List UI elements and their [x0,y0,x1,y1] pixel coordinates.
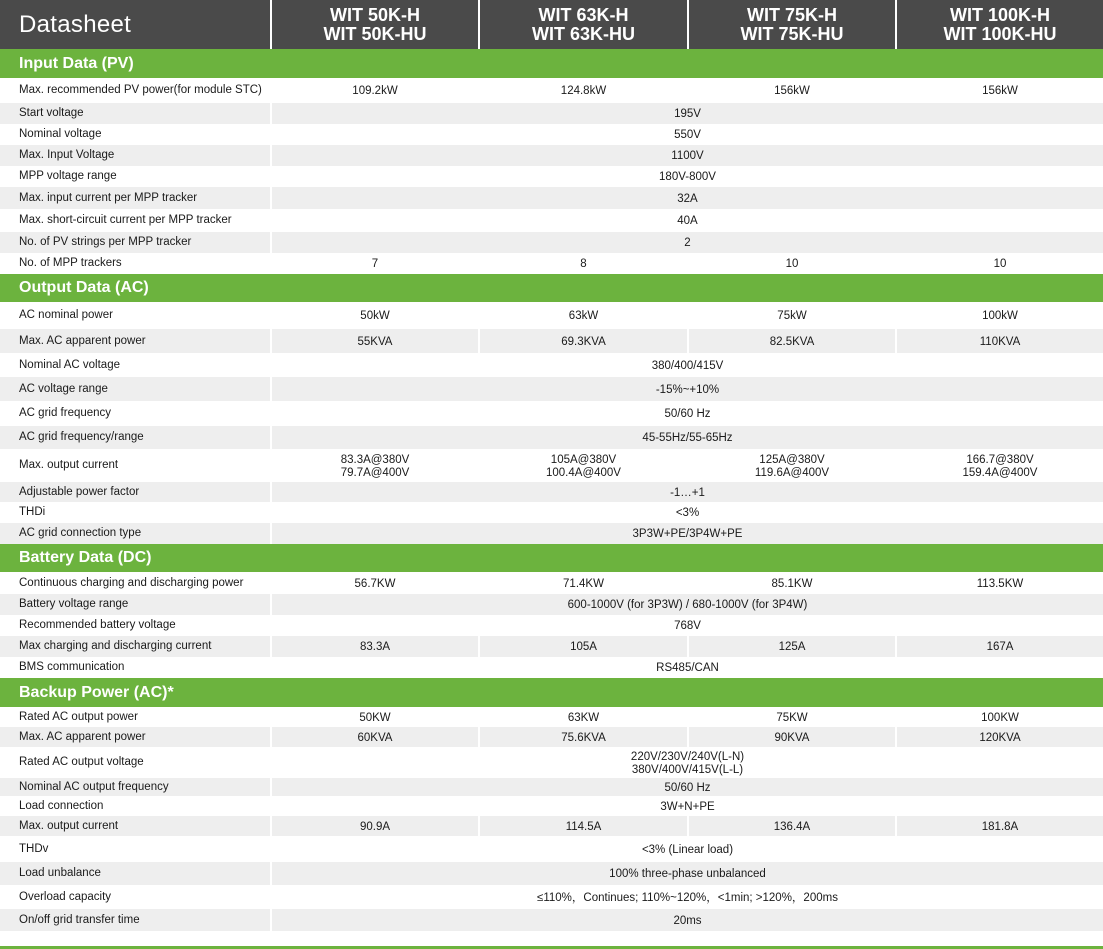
spec-value-line: 125A@380V [759,454,825,466]
spec-value [478,727,687,747]
spec-value [687,707,895,727]
spec-value-line: 166.7@380V [966,454,1034,466]
spec-value-line: 600-1000V (for 3P3W) / 680-1000V (for 3P4W) [567,599,808,612]
spec-row [0,377,1103,401]
spec-value-all-models [270,778,1103,796]
spec-value-all-models [270,862,1103,885]
spec-value-text: 55KVA [357,335,393,348]
spec-value-text: 167A [986,641,1014,654]
spec-label-text: AC grid frequency [19,407,112,420]
spec-row [0,909,1103,931]
spec-row [0,636,1103,657]
spec-label-text: On/off grid transfer time [19,913,140,926]
spec-value [270,727,478,747]
spec-label-text: BMS communication [19,661,125,674]
spec-value-line: -15%~+10% [655,383,720,396]
model-name-variant: WIT 50K-HU [323,23,427,44]
spec-value-text: 50KW [359,711,391,724]
spec-value [687,727,895,747]
spec-value-line: 180V-800V [659,171,716,184]
spec-value-text: 120KVA [979,731,1021,744]
spec-value [270,302,478,329]
spec-value [478,302,687,329]
model-column-header [270,0,478,49]
spec-row [0,836,1103,862]
spec-value [478,572,687,594]
spec-label-text: Nominal AC output frequency [19,780,169,793]
spec-label [0,816,270,836]
spec-value [687,449,895,482]
spec-row [0,615,1103,636]
spec-value [270,78,478,103]
spec-value [270,329,478,353]
spec-label-text: Load unbalance [19,867,101,880]
spec-label-text: Rated AC output power [19,710,138,723]
spec-value-all-models [270,909,1103,931]
spec-value-text: 100KW [981,711,1019,724]
spec-value-line: 83.3A@380V [340,454,410,466]
spec-row [0,727,1103,747]
spec-label-text: Rated AC output voltage [19,756,144,769]
spec-value [270,449,478,482]
model-column-header [478,0,687,49]
spec-value-text: 63kW [568,310,599,323]
spec-value-all-models [270,124,1103,145]
spec-label [0,636,270,657]
spec-value-text: 10 [993,258,1007,271]
spec-label [0,232,270,253]
spec-row [0,353,1103,377]
spec-value-line: 380V/400V/415V(L-L) [631,763,744,776]
model-name: WIT 63K-H [538,4,629,25]
spec-value-line: 220V/230V/240V(L-N) [630,751,745,763]
spec-value-text: 75.6KVA [561,731,606,744]
spec-row [0,502,1103,523]
spec-value-text: 60KVA [357,731,393,744]
model-name: WIT 100K-H [949,4,1050,25]
section-title: Backup Power (AC)* [19,683,174,701]
spec-label [0,209,270,232]
spec-row [0,187,1103,209]
spec-label-text: Recommended battery voltage [19,619,176,632]
spec-value-text: 85.1KW [771,577,813,590]
spec-label-text: Load connection [19,799,104,812]
spec-value [270,707,478,727]
spec-row [0,816,1103,836]
model-column-header [895,0,1103,49]
datasheet-title-text: Datasheet [19,11,132,38]
spec-value-all-models [270,747,1103,778]
spec-value-line: 380/400/415V [651,359,724,372]
spec-row [0,401,1103,426]
spec-label-text: Start voltage [19,107,84,120]
spec-value-line: 159.4A@400V [962,466,1038,479]
spec-value-all-models [270,657,1103,678]
spec-label [0,862,270,885]
spec-label-text: THDi [19,506,46,519]
section-header [0,544,1103,572]
spec-label-text: Max. Input Voltage [19,149,115,162]
spec-label [0,502,270,523]
spec-value [895,572,1103,594]
spec-value-text: 71.4KW [563,577,604,590]
section-header [0,274,1103,302]
spec-value-all-models [270,166,1103,187]
spec-value [687,329,895,353]
model-name: WIT 50K-H [330,4,420,25]
spec-label [0,426,270,449]
spec-value-line: 100% three-phase unbalanced [609,868,766,881]
spec-value-text: 75kW [777,310,807,323]
spec-value-line: 1100V [671,150,704,163]
spec-value-line: 45-55Hz/55-65Hz [642,432,733,445]
spec-value-text: 114.5A [565,820,602,833]
model-name: WIT 75K-H [747,4,837,25]
spec-value [478,253,687,274]
spec-row [0,124,1103,145]
spec-value [895,449,1103,482]
spec-label [0,657,270,678]
spec-row [0,862,1103,885]
spec-row [0,657,1103,678]
spec-row [0,747,1103,778]
spec-label [0,329,270,353]
spec-label-text: Nominal voltage [19,128,102,141]
spec-label-text: Overload capacity [19,890,112,903]
spec-label [0,124,270,145]
spec-row [0,302,1103,329]
spec-value-line: 105A@380V [550,454,617,466]
spec-value-all-models [270,145,1103,166]
spec-value-line: 40A [677,215,698,228]
spec-value-text: 90KVA [774,731,810,744]
spec-value [687,253,895,274]
spec-value-text: 125A [778,641,806,654]
spec-label [0,707,270,727]
spec-value-text: 113.5KW [976,577,1024,590]
spec-value-all-models [270,836,1103,862]
spec-value-text: 110KVA [979,335,1021,348]
spec-value [270,636,478,657]
spec-label [0,401,270,426]
model-column-header [687,0,895,49]
spec-row [0,103,1103,124]
spec-label-text: Max. output current [19,459,119,472]
spec-value-all-models [270,103,1103,124]
spec-value [895,329,1103,353]
spec-value-all-models [270,353,1103,377]
spec-value [895,78,1103,103]
spec-value [895,707,1103,727]
spec-value [687,78,895,103]
spec-value [478,636,687,657]
spec-value-line: 2 [684,237,691,250]
spec-value-line: 50/60 Hz [664,781,711,794]
datasheet-body [0,49,1103,931]
spec-label [0,103,270,124]
spec-label [0,145,270,166]
spec-label [0,885,270,909]
spec-label [0,377,270,401]
spec-value-text: 63KW [567,711,600,724]
spec-value-text: 181.8A [981,820,1019,833]
model-name-variant: WIT 100K-HU [943,23,1057,44]
spec-value-all-models [270,885,1103,909]
spec-row [0,523,1103,544]
spec-value [895,727,1103,747]
spec-label-text: Max charging and discharging current [19,640,212,653]
spec-value-text: 69.3KVA [561,335,606,348]
spec-value-line: <3% (Linear load) [641,843,734,856]
spec-row [0,209,1103,232]
spec-label [0,166,270,187]
spec-label [0,302,270,329]
spec-value-line: 20ms [673,914,702,927]
spec-value-line: 195V [674,108,701,121]
spec-label-text: Continuous charging and discharging power [19,576,244,589]
spec-value [478,78,687,103]
spec-label [0,253,270,274]
spec-value [478,707,687,727]
spec-row [0,253,1103,274]
spec-value [687,572,895,594]
spec-value-all-models [270,232,1103,253]
spec-row [0,329,1103,353]
spec-label-text: MPP voltage range [19,170,117,183]
model-name-variant: WIT 75K-HU [740,23,844,44]
spec-label [0,778,270,796]
spec-label [0,727,270,747]
spec-row [0,232,1103,253]
spec-value [478,329,687,353]
spec-value-text: 83.3A [359,641,391,654]
spec-value-text: 56.7KW [354,577,396,590]
spec-value [478,449,687,482]
spec-label [0,747,270,778]
spec-label [0,909,270,931]
model-name-variant: WIT 63K-HU [532,23,635,44]
spec-label [0,615,270,636]
spec-value-text: 105A [570,641,597,654]
spec-value-line: 550V [674,129,701,142]
spec-value-all-models [270,796,1103,816]
spec-label-text: AC grid connection type [19,527,142,540]
spec-label-text: Max. short-circuit current per MPP tracker [19,214,232,227]
spec-value-all-models [270,615,1103,636]
spec-value-line: 100.4A@400V [546,466,621,479]
spec-value [895,636,1103,657]
spec-value [687,302,895,329]
spec-value-all-models [270,209,1103,232]
spec-value-all-models [270,594,1103,615]
section-header [0,678,1103,707]
spec-value-text: 100kW [982,310,1018,323]
spec-value-text: 75KW [776,711,808,724]
spec-value-text: 156kW [982,85,1018,98]
spec-value-text: 50kW [360,310,390,323]
spec-value [270,572,478,594]
spec-label-text: AC nominal power [19,309,113,322]
spec-value-all-models [270,377,1103,401]
spec-row [0,707,1103,727]
spec-value-text: 124.8kW [560,85,607,98]
spec-row [0,594,1103,615]
spec-value-line: ≤110%，Continues; 110%~120%，<1min; >120%，200ms [537,891,838,904]
spec-row [0,885,1103,909]
spec-row [0,166,1103,187]
section-title: Input Data (PV) [19,54,134,72]
spec-value-line: RS485/CAN [656,662,719,675]
spec-value-line: 50/60 Hz [664,408,711,421]
spec-value-text: 90.9A [359,820,391,833]
spec-row [0,796,1103,816]
spec-value [687,636,895,657]
spec-label-text: Max. recommended PV power(for module STC) [19,84,262,97]
spec-value-all-models [270,401,1103,426]
spec-value-text: 109.2kW [352,85,398,98]
spec-value-text: 7 [371,258,379,271]
spec-value-all-models [270,426,1103,449]
spec-row [0,449,1103,482]
spec-label [0,187,270,209]
spec-value-line: -1…+1 [670,486,705,499]
spec-value-text: 8 [580,258,587,271]
spec-value-text: 82.5KVA [769,335,815,348]
spec-label-text: Max. input current per MPP tracker [19,191,198,204]
datasheet-title [0,0,270,49]
spec-row [0,426,1103,449]
spec-value-all-models [270,482,1103,502]
spec-label [0,449,270,482]
spec-value-line: <3% [675,507,700,520]
spec-value-text: 10 [785,258,799,271]
spec-row [0,145,1103,166]
spec-label-text: AC voltage range [19,382,108,395]
spec-value [895,816,1103,836]
spec-value-line: 768V [674,620,701,633]
spec-label [0,482,270,502]
spec-value-all-models [270,187,1103,209]
spec-label-text: Nominal AC voltage [19,358,120,371]
spec-value [270,816,478,836]
spec-label [0,594,270,615]
spec-value-text: 136.4A [773,820,811,833]
spec-value [270,253,478,274]
spec-label-text: Max. AC apparent power [19,730,146,743]
spec-value-line: 32A [677,192,698,205]
spec-label [0,796,270,816]
spec-row [0,482,1103,502]
section-title: Output Data (AC) [19,279,149,296]
spec-label-text: Max. output current [19,819,119,832]
spec-value-line: 119.6A@400V [754,466,830,479]
spec-row [0,572,1103,594]
spec-value [895,253,1103,274]
spec-value [687,816,895,836]
spec-row [0,78,1103,103]
spec-label-text: No. of MPP trackers [19,257,122,270]
spec-label-text: THDv [19,842,49,855]
spec-value-text: 156kW [774,85,810,98]
spec-value-line: 79.7A@400V [340,466,410,479]
spec-value-line: 3P3W+PE/3P4W+PE [632,528,743,541]
spec-value-all-models [270,523,1103,544]
spec-value-line: 3W+N+PE [660,800,715,813]
spec-label-text: No. of PV strings per MPP tracker [19,236,192,249]
spec-row [0,778,1103,796]
spec-label [0,572,270,594]
spec-label [0,523,270,544]
spec-value-all-models [270,502,1103,523]
spec-label [0,78,270,103]
datasheet-header [0,0,1103,49]
spec-label-text: Battery voltage range [19,598,129,611]
spec-label-text: Adjustable power factor [19,485,140,498]
spec-value [478,816,687,836]
spec-label-text: Max. AC apparent power [19,334,146,347]
section-title: Battery Data (DC) [19,549,152,566]
section-header [0,49,1103,78]
spec-label-text: AC grid frequency/range [19,431,144,444]
spec-value [895,302,1103,329]
spec-label [0,353,270,377]
spec-label [0,836,270,862]
